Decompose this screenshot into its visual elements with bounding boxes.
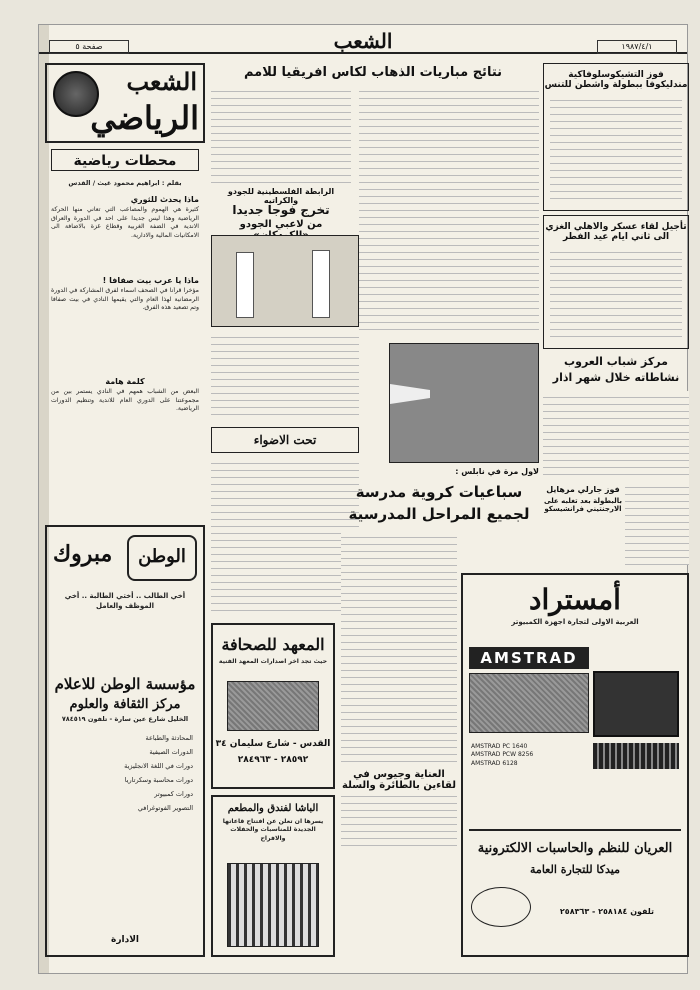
monitor-icon <box>593 671 679 737</box>
right-head-8: بالبطولة بعد تغلبه على الارجنتيني فرانشيسكو <box>543 497 623 513</box>
column-mahattat <box>45 149 205 521</box>
sahafa-phone: ٢٨٥٩٢ - ٢٨٤٩٦٣ <box>237 755 309 765</box>
albasha-building-image <box>227 863 319 947</box>
tennis-text-lines <box>550 94 682 204</box>
right-head-7: فوز جارلي مرهايل <box>546 485 620 494</box>
karate-photo <box>211 235 359 327</box>
karate-headline-2: من لاعبي الجودو <box>239 219 323 230</box>
mabruk-text: مبروك <box>53 541 113 567</box>
harley-text-lines <box>625 481 689 565</box>
karate-kicker: الرابطة الفلسطينية للجودو والكراتيه <box>227 187 335 205</box>
watan-address: الخليل شارع عين سارة - تلفون ٧٨٤٥١٩ <box>61 715 189 723</box>
watan-logo-text: الوطن <box>138 546 186 567</box>
issue-date: ١٩٨٧/٤/١ <box>597 40 677 54</box>
amstrad-model: AMSTRAD PC 1640 <box>471 743 528 750</box>
paper-name: الشعب <box>333 29 393 53</box>
right-head-6: نشاطاته خلال شهر اذار <box>552 371 680 384</box>
amstrad-model: AMSTRAD PCW 8256 <box>471 751 534 759</box>
main-article-lines <box>211 85 351 183</box>
amstrad-brand-en: AMSTRAD <box>469 647 589 669</box>
right-box-tennis <box>543 63 689 211</box>
column-heading: محطات رياضية <box>73 153 177 169</box>
amstrad-divider <box>469 829 681 831</box>
column-body-3: البعض من الشباب همهم في النادي يستمر بين من مجموعتنا على الدوري العام للاندية وتنظيم الدورات الرياضية. <box>51 388 199 413</box>
amstrad-tagline: العربية الاولى لتجارة اجهزة الكمبيوتر <box>511 618 639 626</box>
watan-items-list <box>57 731 193 815</box>
masthead <box>39 28 687 54</box>
column-heading-box <box>51 149 199 171</box>
main-headline: نتائج مباريات الذهاب لكاس افريقيا للامم <box>243 65 503 80</box>
karate-headline-1: تخرج فوجا جديدا <box>232 203 330 217</box>
school-headline-2: لجميع المراحل المدرسية <box>348 505 530 523</box>
column-body-2: مؤخرا قرأنا في الصحف اسماء لفرق المشاركة في الدورة الرمضانية لهذا العام والتي يقيمها النادي في بيت صفافا وتم تصعيد هذه الفرق. <box>51 287 199 312</box>
watan-footer: الادارة <box>111 935 139 945</box>
ad-sahafa <box>211 623 335 789</box>
sahafa-title: المعهد للصحافة <box>221 635 325 654</box>
watan-item: المحادثة والطباعة <box>145 734 193 742</box>
watan-item: دورات في اللغة الانجليزية <box>124 762 193 770</box>
computer-image <box>593 671 679 803</box>
keyboard-icon <box>593 743 679 769</box>
dealer-logo-icon <box>471 887 531 927</box>
watan-item: الدورات الصيفية <box>149 748 193 756</box>
watan-logo <box>127 535 197 581</box>
amstrad-model: AMSTRAD 6128 <box>471 759 518 767</box>
aroub-text-lines <box>543 391 689 481</box>
albasha-body: يسرها ان تعلن عن افتتاح قاعاتها الجديدة للمناسبات والحفلات والافراح <box>222 818 324 842</box>
right-head-1: فوز التشيكوسلوفاكية <box>568 70 664 80</box>
young-corner-lines <box>211 457 359 615</box>
right-head-4: الى ثاني ايام عيد الفطر <box>562 232 670 242</box>
right-head-2: مندليكوفا ببطولة واشطن للتنس <box>544 80 688 90</box>
section-logo <box>45 63 205 143</box>
ad-amstrad <box>461 573 689 957</box>
school-kicker: لاول مرة في نابلس : <box>455 467 539 476</box>
newspaper-page <box>38 24 688 974</box>
ad-albasha <box>211 795 335 957</box>
page-number: صفحة ٥ <box>49 40 129 54</box>
school-headline-1: سباعيات كروية مدرسة <box>355 483 523 501</box>
watan-item: دورات محاسبة وسكرتاريا <box>124 776 193 784</box>
amstrad-models <box>471 743 589 768</box>
amstrad-brand-ar: أمستراد <box>529 583 621 616</box>
young-corner-sub: العناية وجيوس في لقاءين بالطائرة والسلة <box>341 765 457 795</box>
sahafa-sub: حيث تجد اخر اصدارات المعهد الفنية <box>218 658 328 665</box>
sahafa-photo <box>227 681 319 731</box>
coach-megaphone-photo <box>389 343 539 463</box>
crowd-image <box>469 673 589 733</box>
column-sub-2: ماذا يا عرب بيت صفافا ! <box>102 276 199 286</box>
results-list-lines <box>359 85 539 335</box>
watan-item: التصوير الفوتوغرافي <box>137 804 193 812</box>
young-corner-header <box>211 427 359 453</box>
column-byline: بقلم : ابراهيم محمود غيث / القدس <box>68 179 182 187</box>
amstrad-dealer-sub: ميدكا للتجارة العامة <box>530 863 620 876</box>
right-box-askar <box>543 215 689 349</box>
athlete-figure-2 <box>312 250 330 318</box>
amstrad-phone: تلفون ٢٥٨١٨٤ - ٢٥٨٣٦٣ <box>559 907 655 916</box>
watan-item: دورات كمبيوتر <box>154 790 193 798</box>
ad-watan <box>45 525 205 957</box>
school-article-lines <box>341 531 457 851</box>
right-head-5: مركز شباب العروب <box>564 355 668 368</box>
athlete-figure-1 <box>236 252 254 318</box>
column-sub-3: كلمة هامة <box>105 377 145 387</box>
watan-intro: أخي الطالب .. أختي الطالبة .. أخي الموظف والعامل <box>64 592 186 610</box>
askar-text-lines <box>550 246 682 340</box>
column-body-1: كثيرة هي الهموم والمصاعب التي تعاني منها الحركة الرياضية وهذا ليس جديدا على احد في الدورة والعراق الاندية في الضفة الغربية وقطاع غزة بالاضافة الى الامكانيات المالية والادارية. <box>51 206 199 239</box>
karate-article-lines <box>211 331 359 421</box>
albasha-title: الباشا لفندق والمطعم <box>227 803 319 814</box>
young-corner-title: تحت الاضواء <box>253 433 317 447</box>
watan-sub: مركز الثقافة والعلوم <box>69 697 181 712</box>
right-head-3: تأجيل لقاء عسكر والاهلي الغزي <box>545 222 687 232</box>
watan-name: مؤسسة الوطن للاعلام <box>54 675 196 693</box>
megaphone-icon <box>390 384 430 404</box>
column-sub-1: ماذا يحدث للثوري <box>130 195 199 205</box>
sahafa-address: القدس - شارع سليمان ٣٤ <box>215 739 331 749</box>
amstrad-dealer: العريان للنظم والحاسبات الالكترونية <box>477 841 673 856</box>
logo-title-2: الرياضي <box>90 99 199 137</box>
logo-title-1: الشعب <box>126 67 197 96</box>
